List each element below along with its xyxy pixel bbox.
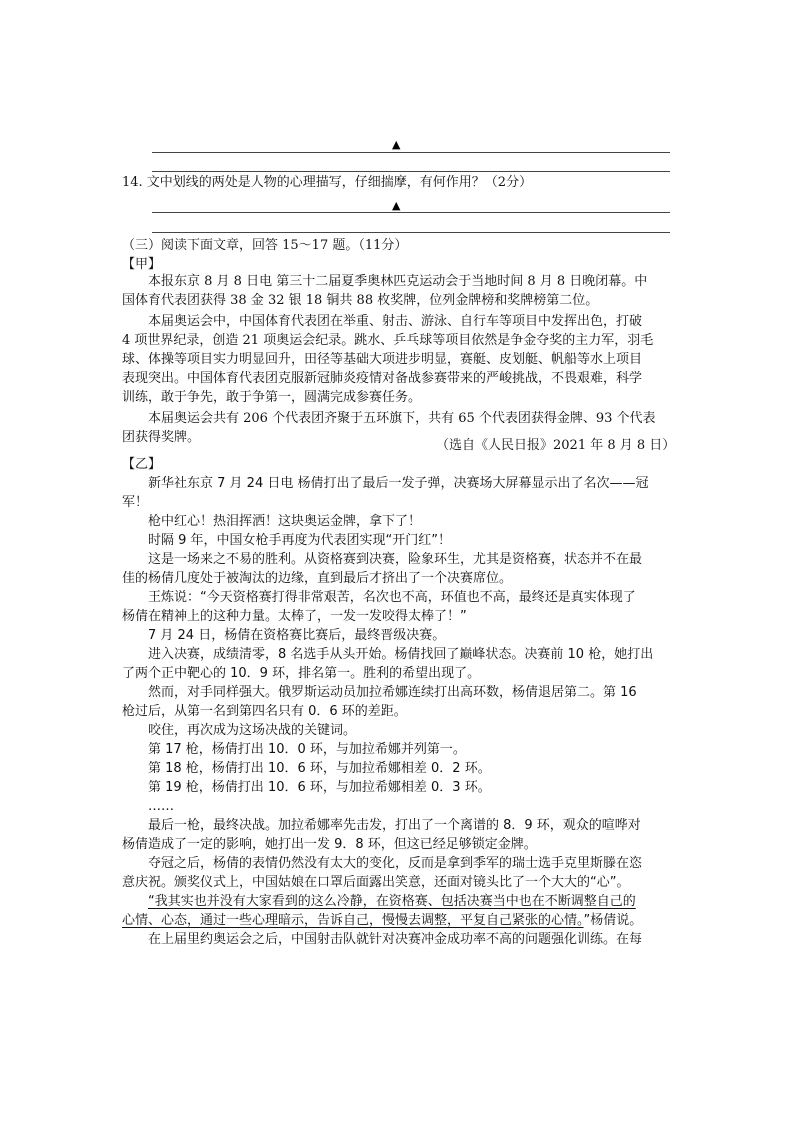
yi-underlined-segment: 心情、心态，通过一些心理暗示，告诉自己，慢慢去调整，平复自己紧张的心情。 — [122, 913, 584, 928]
jia-p2-line: 训练，敢于争先，敢于争第一，圆满完成参赛任务。 — [122, 390, 422, 405]
jia-p1-line: 本报东京 8 月 8 日电 第三十二届夏季奥林匹克运动会于当地时间 8 月 8 日晚闭幕。中 — [148, 274, 648, 289]
yi-line: 第 19 枪，杨倩打出 10．6 环，与加拉希娜相差 0．3 环。 — [148, 780, 491, 795]
yi-line-tail: ”杨倩说。 — [583, 913, 643, 928]
yi-line: 杨倩造成了一定的影响，她打出一发 9．8 环，但这已经足够锁定金牌。 — [122, 837, 537, 852]
yi-line: 在上届里约奥运会之后，中国射击队就针对决赛冲金成功率不高的问题强化训练。在每 — [148, 932, 643, 947]
yi-line: 咬住，再次成为这场决战的关键词。 — [148, 723, 357, 738]
answer-marker-icon: ▲ — [392, 199, 401, 212]
answer-line — [152, 152, 670, 153]
yi-line: 进入决赛，成绩清零，8 名选手从头开始。杨倩找回了巅峰状态。决赛前 10 枪，她打出 — [148, 647, 654, 662]
passage-yi-label: 【乙】 — [122, 457, 162, 472]
yi-line: 意庆祝。颁奖仪式上，中国姑娘在口罩后面露出笑意，还面对镜头比了一个大大的“心”。 — [122, 875, 630, 890]
section-3-heading: （三）阅读下面文章，回答 15～17 题。（11分） — [122, 238, 408, 253]
passage-jia-label: 【甲】 — [122, 257, 162, 272]
jia-p1-line: 国体育代表团获得 38 金 32 银 18 铜共 88 枚奖牌，位列金牌榜和奖牌榜第二位。 — [122, 293, 599, 308]
jia-source: （选自《人民日报》2021 年 8 月 8 日） — [436, 438, 676, 453]
yi-line: …… — [148, 799, 174, 814]
yi-line: 枪中红心！热泪挥洒！这块奥运金牌，拿下了！ — [148, 514, 422, 529]
answer-line — [152, 171, 670, 172]
yi-line: 这是一场来之不易的胜利。从资格赛到决赛，险象环生，尤其是资格赛，状态并不在最 — [148, 552, 643, 567]
question-14: 14. 文中划线的两处是人物的心理描写，仔细揣摩，有何作用？（2分） — [122, 175, 533, 190]
yi-line: 第 17 枪，杨倩打出 10．0 环，与加拉希娜并列第一。 — [148, 742, 466, 757]
answer-marker-icon: ▲ — [392, 138, 401, 151]
jia-p2-line: 本届奥运会中，中国体育代表团在举重、射击、游泳、自行车等项目中发挥出色，打破 — [148, 314, 643, 329]
answer-line — [152, 232, 670, 233]
yi-line: 军！ — [122, 495, 149, 510]
yi-line: 7 月 24 日，杨倩在资格赛比赛后，最终晋级决赛。 — [148, 628, 446, 643]
yi-line — [122, 912, 642, 930]
yi-line: 新华社东京 7 月 24 日电 杨倩打出了最后一发子弹，决赛场大屏幕显示出了名次——冠 — [148, 476, 649, 491]
yi-line: 佳的杨倩几度处于被淘汰的边缘，直到最后才挤出了一个决赛席位。 — [122, 571, 513, 586]
yi-line: 杨倩在精神上的这种力量。太棒了，一发一发咬得太棒了！” — [122, 609, 467, 624]
yi-line: 王炼说：“今天资格赛打得非常艰苦，名次也不高，环值也不高，最终还是真实体现了 — [148, 590, 636, 605]
jia-p3-line: 团获得奖牌。 — [122, 430, 201, 445]
yi-line: 时隔 9 年，中国女枪手再度为代表团实现“开门红”！ — [148, 533, 452, 548]
yi-line: 夺冠之后，杨倩的表情仍然没有太大的变化，反而是拿到季军的瑞士选手克里斯滕在恣 — [148, 856, 643, 871]
jia-p3-line: 本届奥运会共有 206 个代表团齐聚于五环旗下，共有 65 个代表团获得金牌、93 个代表 — [148, 411, 656, 426]
yi-line: 枪过后，从第一名到第四名只有 0．6 环的差距。 — [122, 704, 407, 719]
yi-underlined-line: “我其实也并没有大家看到的这么冷静，在资格赛、包括决赛当中也在不断调整自己的 — [148, 894, 636, 909]
jia-p2-line: 球、体操等项目实力明显回升，田径等基础大项进步明显，赛艇、皮划艇、帆船等水上项目 — [122, 352, 643, 367]
answer-line — [152, 212, 670, 213]
yi-line: 最后一枪，最终决战。加拉希娜率先击发，打出了一个离谱的 8．9 环，观众的喧哗对 — [148, 818, 641, 833]
jia-p2-line: 表现突出。中国体育代表团克服新冠肺炎疫情对备战参赛带来的严峻挑战，不畏艰难，科学 — [122, 371, 643, 386]
yi-line: 第 18 枪，杨倩打出 10．6 环，与加拉希娜相差 0．2 环。 — [148, 761, 491, 776]
yi-line: 了两个正中靶心的 10．9 环，排名第一。胜利的希望出现了。 — [122, 666, 481, 681]
jia-p2-line: 4 项世界纪录，创造 21 项奥运会纪录。跳水、乒乓球等项目依然是争金夺奖的主力军，羽毛 — [122, 333, 654, 348]
yi-line: 然而，对手同样强大。俄罗斯运动员加拉希娜连续打出高环数，杨倩退居第二。第 16 — [148, 685, 637, 700]
